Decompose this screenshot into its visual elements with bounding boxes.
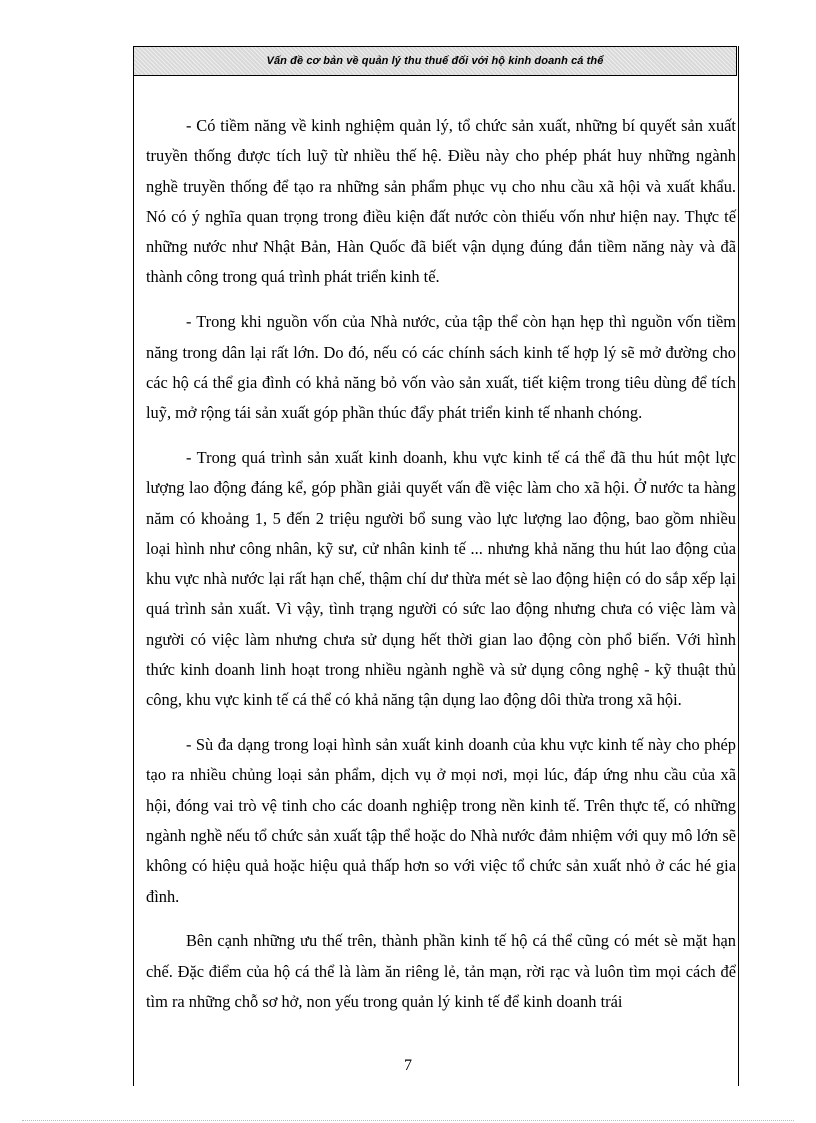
running-header: [133, 46, 737, 76]
paragraph: - Có tiềm năng về kinh nghiệm quản lý, tổ chức sản xuất, những bí quyết sản xuất truyền thống được tích luỹ từ nhiều thế hệ. Điều này cho phép phát huy những ngành nghề truyền thống để tạo ra những sản phẩm phục vụ cho nhu cầu xã hội và xuất khẩu. Nó có ý nghĩa quan trọng trong điều kiện đất nước còn thiếu vốn như hiện nay. Thực tế những nước như Nhật Bản, Hàn Quốc đã biết vận dụng đúng đắn tiềm năng này và đã thành công trong quá trình phát triển kinh tế.: [146, 116, 736, 287]
paragraph: - Trong quá trình sản xuất kinh doanh, khu vực kinh tế cá thể đã thu hút một lực lượng lao động đáng kể, góp phần giải quyết vấn đề việc làm cho xã hội. Ở nước ta hàng năm có khoảng 1, 5 đến 2 triệu người bổ sung vào lực lượng lao động, bao gồm nhiều loại hình như công nhân, kỹ sư, cử nhân kinh tế ... nhưng khả năng thu hút lao động của khu vực nhà nước lại rất hạn chế, thậm chí dư thừa mét sè lao động hiện có do sắp xếp lại quá trình sản xuất. Vì vậy, tình trạng người có sức lao động nhưng chưa có việc làm và người có việc làm nhưng chưa sử dụng hết thời gian lao động còn phổ biến. Với hình thức kinh doanh linh hoạt trong nhiều ngành nghề và sử dụng công nghệ - kỹ thuật thủ công, khu vực kinh tế cá thể có khả năng tận dụng lao động dôi thừa trong xã hội.: [146, 447, 736, 710]
paragraph: - Trong khi nguồn vốn của Nhà nước, của tập thể còn hạn hẹp thì nguồn vốn tiềm năng trong dân lại rất lớn. Do đó, nếu có các chính sách kinh tế hợp lý sẽ mở đường cho các hộ cá thể gia đình có khả năng bỏ vốn vào sản xuất, tiết kiệm trong tiêu dùng để tích luỹ, mở rộng tái sản xuất góp phần thúc đẩy phát triển kinh tế nhanh chóng.: [146, 312, 736, 423]
footer-divider: [22, 1120, 794, 1121]
page-number: 7: [404, 1057, 412, 1074]
body-text: [146, 111, 736, 1032]
header-title: Vấn đề cơ bản về quản lý thu thuế đối với hộ kinh doanh cá thể: [266, 55, 604, 67]
paragraph: - Sù đa dạng trong loại hình sản xuất kinh doanh của khu vực kinh tế này cho phép tạo ra nhiều chủng loại sản phẩm, dịch vụ ở mọi nơi, mọi lúc, đáp ứng nhu cầu của xã hội, đóng vai trò vệ tinh cho các doanh nghiệp trong nền kinh tế. Trên thực tế, có những ngành nghề nếu tổ chức sản xuất tập thể hoặc do Nhà nước đảm nhiệm với quy mô lớn sẽ không có hiệu quả hoặc hiệu quả thấp hơn so với việc tổ chức sản xuất nhỏ ở các hé gia đình.: [146, 735, 736, 906]
paragraph: Bên cạnh những ưu thế trên, thành phần kinh tế hộ cá thể cũng có mét sè mặt hạn chế. Đặc điểm của hộ cá thể là làm ăn riêng lẻ, tản mạn, rời rạc và luôn tìm mọi cách để tìm ra những chỗ sơ hở, non yếu trong quản lý kinh tế để kinh doanh trái: [146, 931, 736, 1012]
